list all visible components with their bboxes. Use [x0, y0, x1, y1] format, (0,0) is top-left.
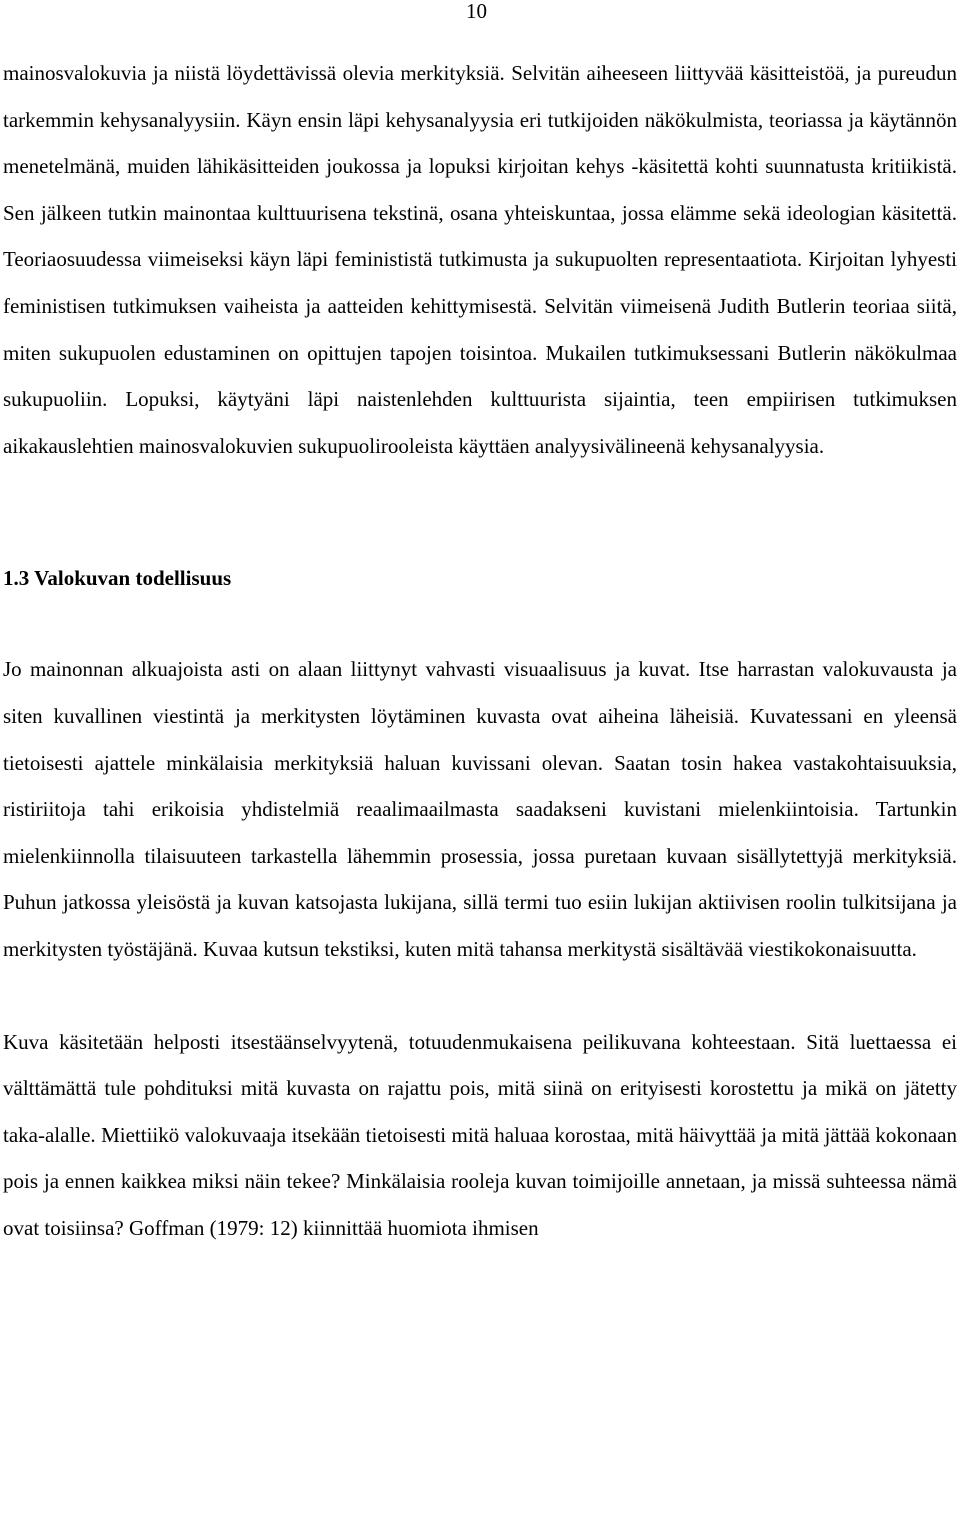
body-paragraph-1: Jo mainonnan alkuajoista asti on alaan liittynyt vahvasti visuaalisuus ja kuvat. Itse harrastan valokuvausta ja siten kuvallinen viestintä ja merkitysten löytäminen kuvasta ovat aiheina läheisiä. Kuvatessani en yleensä tietoisesti ajattele minkälaisia merkityksiä haluan kuvissani olevan. Saatan tosin hakea vastakohtaisuuksia, ristiriitoja tahi erikoisia yhdistelmiä reaalimaailmasta saadakseni kuvistani mielenkiintoisia. Tartunkin mielenkiinnolla tilaisuuteen tarkastella lähemmin prosessia, jossa puretaan kuvaan sisällytettyjä merkityksiä. Puhun jatkossa yleisöstä ja kuvan katsojasta lukijana, sillä termi tuo esiin lukijan aktiivisen roolin tulkitsijana ja merkitysten työstäjänä. Kuvaa kutsun tekstiksi, kuten mitä tahansa merkitystä sisältävää viestikokonaisuutta. — [3, 657, 957, 961]
page-number: 10 — [466, 0, 487, 23]
intro-paragraph: mainosvalokuvia ja niistä löydettävissä olevia merkityksiä. Selvitän aiheeseen liittyvää käsitteistöä, ja pureudun tarkemmin kehysanalyysiin. Käyn ensin läpi kehysanalyysia eri tutkijoiden näkökulmista, teoriassa ja käytännön menetelmänä, muiden lähikäsitteiden joukossa ja lopuksi kirjoitan kehys -käsitettä kohti suunnatusta kritiikistä. Sen jälkeen tutkin mainontaa kulttuurisena tekstinä, osana yhteiskuntaa, jossa elämme sekä ideologian käsitettä. Teoriaosuudessa viimeiseksi käyn läpi feminististä tutkimusta ja sukupuolten representaatiota. Kirjoitan lyhyesti feministisen tutkimuksen vaiheista ja aatteiden kehittymisestä. Selvitän viimeisenä Judith Butlerin teoriaa siitä, miten sukupuolen edustaminen on opittujen tapojen toisintoa. Mukailen tutkimuksessani Butlerin näkökulmaa sukupuoliin. Lopuksi, käytyäni läpi naistenlehden kulttuurista sijaintia, teen empiirisen tutkimuksen aikakauslehtien mainosvalokuvien sukupuolirooleista käyttäen analyysivälineenä kehysanalyysia. — [3, 61, 957, 458]
body-paragraph-2: Kuva käsitetään helposti itsestäänselvyytenä, totuudenmukaisena peilikuvana kohteestaan. Sitä luettaessa ei välttämättä tule pohdituksi mitä kuvasta on rajattu pois, mitä siinä on erityisesti korostettu ja mikä on jätetty taka-alalle. Miettiikö valokuvaaja itsekään tietoisesti mitä haluaa korostaa, mitä häivyttää ja mitä jättää kokonaan pois ja ennen kaikkea miksi näin tekee? Minkälaisia rooleja kuvan toimijoille annetaan, ja missä suhteessa nämä ovat toisiinsa? Goffman (1979: 12) kiinnittää huomiota ihmisen — [3, 1029, 957, 1240]
page-content — [3, 50, 957, 1251]
section-heading: 1.3 Valokuvan todellisuus — [3, 566, 232, 591]
